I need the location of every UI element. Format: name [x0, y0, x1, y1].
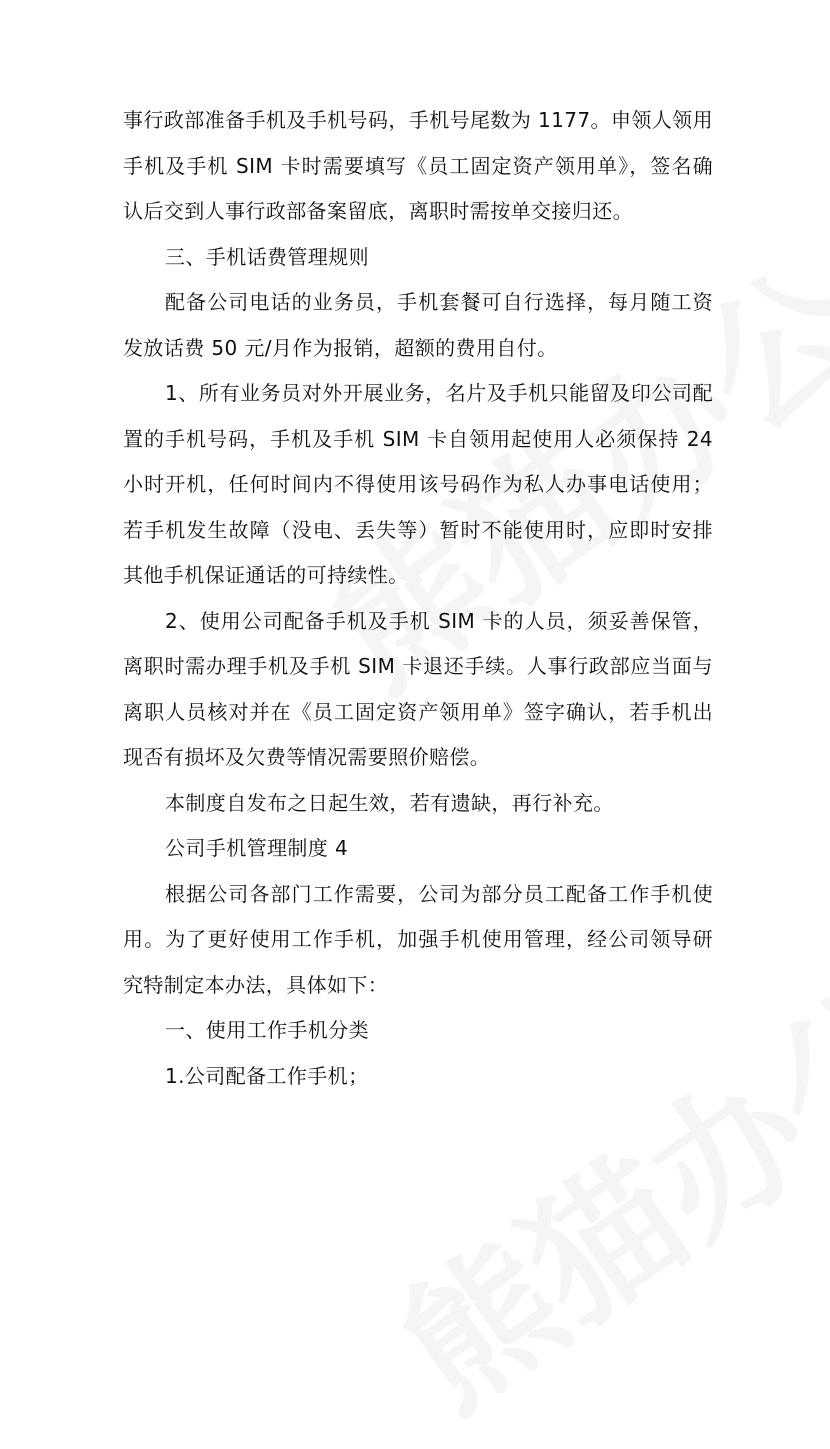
paragraph: 根据公司各部门工作需要，公司为部分员工配备工作手机使用。为了更好使用工作手机，加强手机使用管理，经公司领导研究特制定本办法，具体如下： — [123, 881, 713, 997]
paragraph: 本制度自发布之日起生效，若有遗缺，再行补充。 — [165, 790, 614, 815]
paragraph: 2、使用公司配备手机及手机 SIM 卡的人员，须妥善保管，离职时需办理手机及手机 SIM 卡退还手续。人事行政部应当面与离职人员核对并在《员工固定资产领用单》签字确认，若手机出现否有损坏及欠费等情况需要照价赔偿。 — [123, 608, 713, 769]
document-title: 公司手机管理制度 4 — [165, 836, 349, 860]
document-body — [123, 98, 713, 1099]
paragraph: 事行政部准备手机及手机号码，手机号尾数为 1177。申领人领用手机及手机 SIM 卡时需要填写《员工固定资产领用单》，签名确认后交到人事行政部备案留底，离职时需按单交接归还。 — [123, 108, 713, 223]
list-item: 1.公司配备工作手机； — [165, 1063, 369, 1088]
paragraph: 1、所有业务员对外开展业务，名片及手机只能留及印公司配置的手机号码，手机及手机 SIM 卡自领用起使用人必须保持 24 小时开机，任何时间内不得使用该号码作为私人办事电话使用；若手机发生故障（没电、丢失等）暂时不能使用时，应即时安排其他手机保证通话的可持续性。 — [123, 381, 713, 587]
paragraph: 配备公司电话的业务员，手机套餐可自行选择，每月随工资发放话费 50 元/月作为报销，超额的费用自付。 — [123, 290, 713, 360]
section-heading: 三、手机话费管理规则 — [165, 244, 369, 269]
section-heading: 一、使用工作手机分类 — [165, 1018, 369, 1042]
